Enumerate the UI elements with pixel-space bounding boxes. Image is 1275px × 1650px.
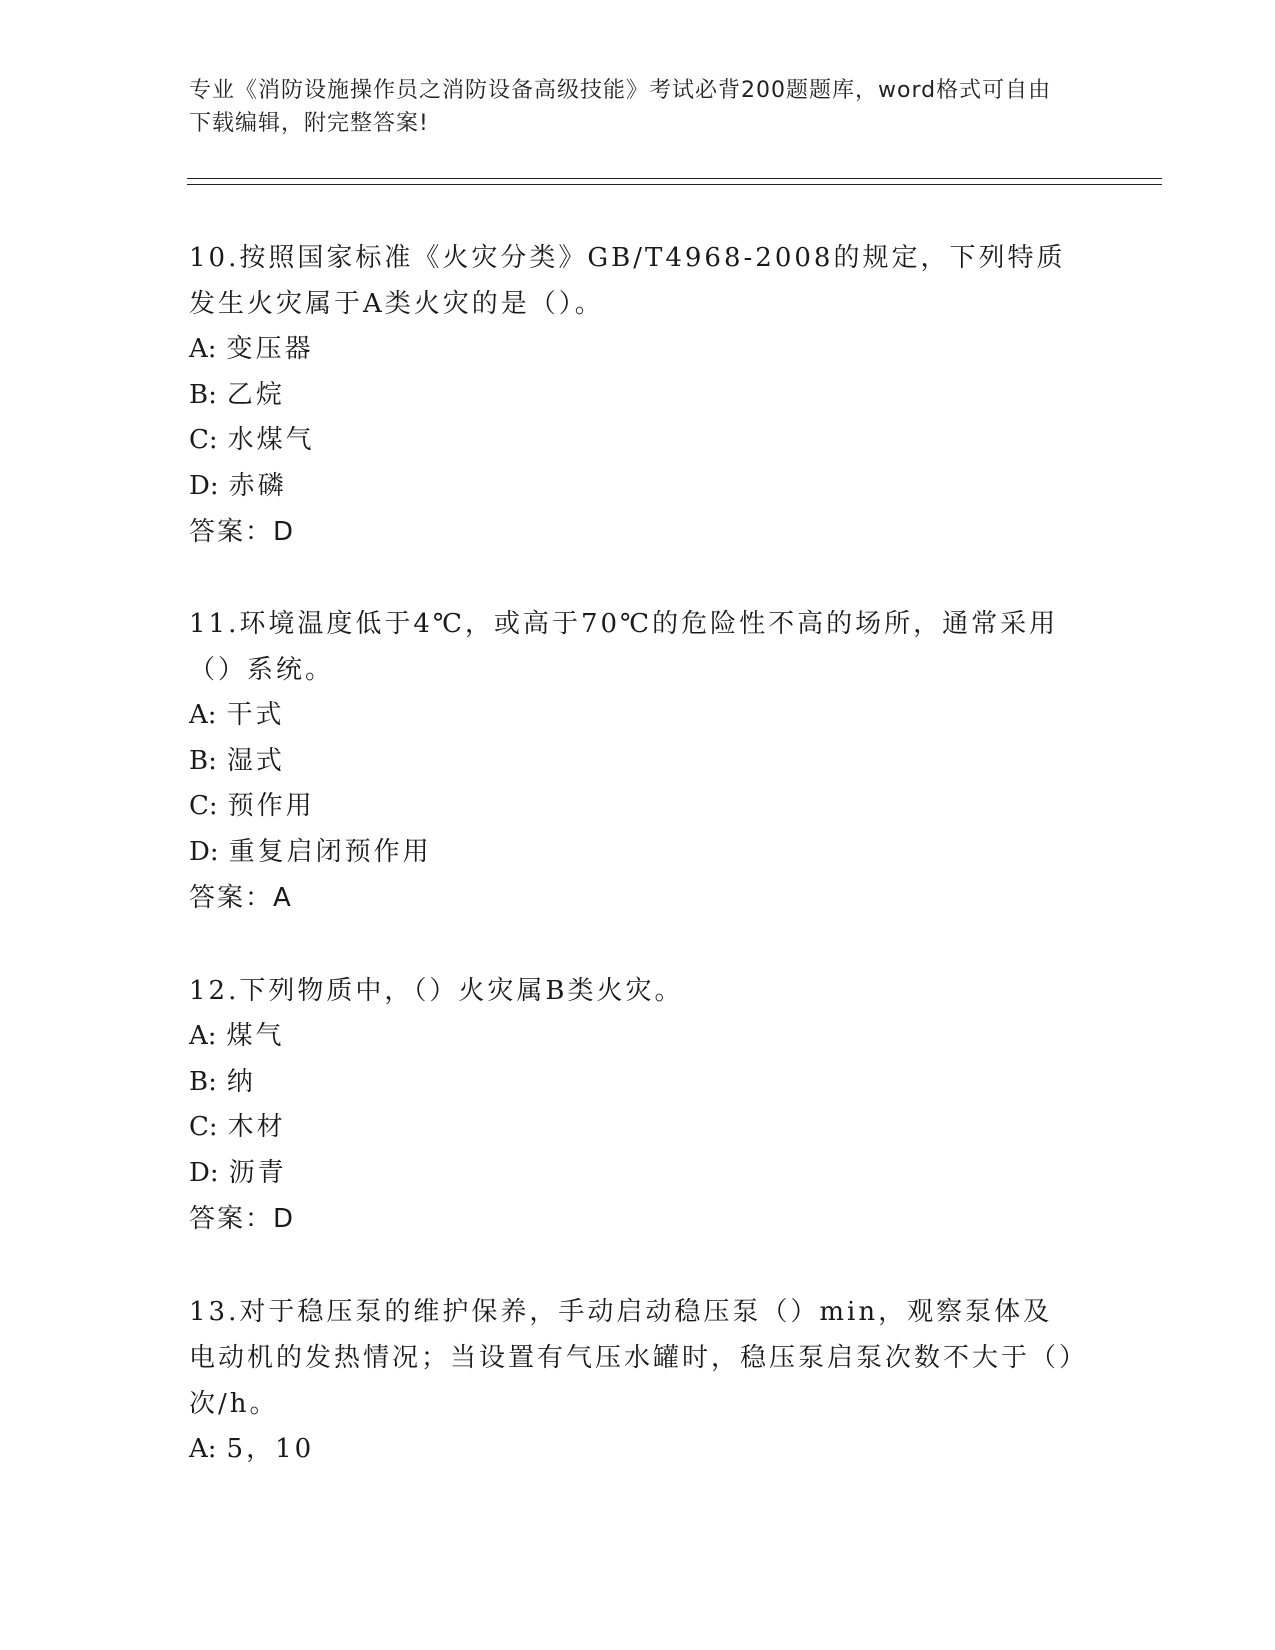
option-text: 干式 [226,700,285,730]
header-divider-top [187,178,1162,179]
question-text: 10.按照国家标准《火灾分类》GB/T4968-2008的规定，下列特质发生火灾属于A类火灾的是（）。 [189,243,1066,319]
option-d [189,830,1079,876]
answer-line: 答案：A [189,883,293,913]
question-item [189,235,1079,555]
option-b [189,373,1079,419]
option-c [189,1105,1079,1151]
option-text: 变压器 [226,334,314,364]
option-text: 煤气 [226,1021,285,1051]
option-a [189,1014,1079,1060]
option-key: A: [189,700,217,730]
option-key: C: [189,425,218,455]
option-key: C: [189,1112,218,1142]
option-text: 湿式 [226,745,285,776]
option-key: C: [189,791,218,821]
option-text: 木材 [227,1112,286,1142]
option-key: B: [189,379,217,410]
option-text: 5，10 [226,1434,315,1464]
option-text: 预作用 [227,791,315,821]
question-item [189,1289,1079,1473]
option-key: D: [189,1157,219,1188]
answer-line: 答案：D [189,1204,296,1234]
question-text: 11.环境温度低于4℃，或高于70℃的危险性不高的场所，通常采用（）系统。 [189,609,1059,685]
question-text: 13.对于稳压泵的维护保养，手动启动稳压泵（）min，观察泵体及电动机的发热情况；当设置有气压水罐时，稳压泵启泵次数不大于（）次/h。 [189,1297,1076,1419]
option-key: D: [189,470,219,501]
option-key: A: [189,1434,217,1464]
option-a [189,327,1079,373]
option-d [189,464,1079,510]
option-key: A: [189,334,217,364]
option-text: 乙烷 [226,379,285,410]
option-key: B: [189,1066,217,1097]
option-c [189,784,1079,830]
option-text: 水煤气 [227,425,315,455]
header-divider-bottom [187,184,1162,185]
option-b [189,739,1079,785]
option-a [189,693,1079,739]
option-text: 纳 [226,1066,256,1097]
option-text: 沥青 [228,1157,287,1188]
question-item [189,601,1079,921]
option-c [189,418,1079,464]
answer-line: 答案：D [189,517,296,547]
question-text: 12.下列物质中，（）火灾属B类火灾。 [189,976,684,1006]
option-key: A: [189,1021,217,1051]
question-item [189,968,1079,1242]
option-text: 赤磷 [228,470,287,501]
option-d [189,1151,1079,1197]
option-key: D: [189,836,219,867]
option-b [189,1060,1079,1106]
option-a [189,1427,1079,1473]
option-key: B: [189,745,217,776]
option-text: 重复启闭预作用 [228,836,432,867]
document-header: 专业《消防设施操作员之消防设备高级技能》考试必背200题题库，word格式可自由下载编辑，附完整答案! [189,78,1052,136]
